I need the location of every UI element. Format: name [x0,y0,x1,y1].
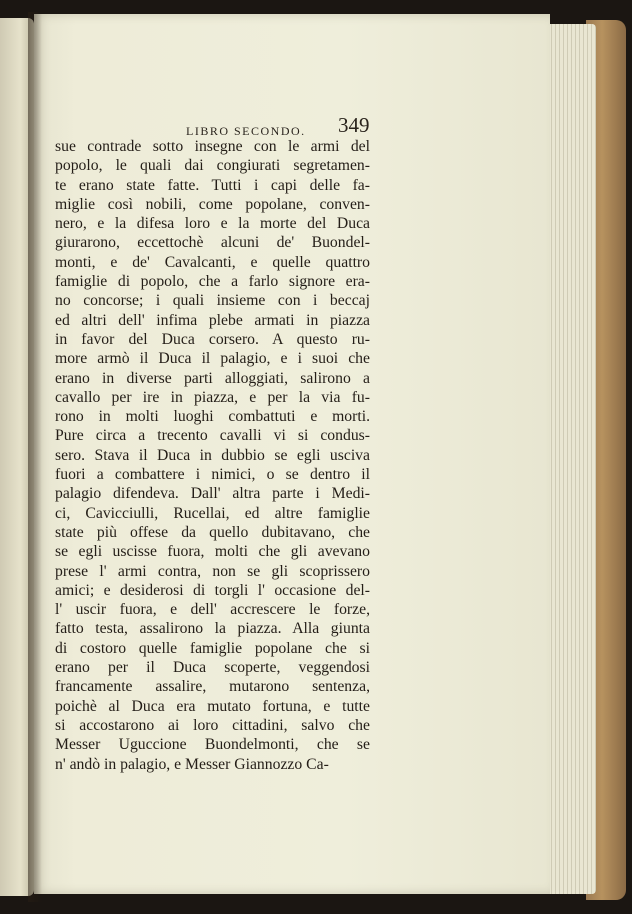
spine-shadow [28,12,42,902]
text-line: ci, Cavicciulli, Rucellai, ed altre famiglie [55,504,370,522]
text-line: in favor del Duca corsero. A questo ru- [55,330,370,348]
text-line: miglie così nobili, come popolane, conven- [55,195,370,213]
text-line: popolo, le quali dai congiurati segretamen- [55,157,370,175]
text-line: erano per il Duca scoperte, veggendosi [55,659,370,677]
text-line: monti, e de' Cavalcanti, e quelle quattro [55,253,370,271]
text-line: te erano state fatte. Tutti i capi delle fa- [55,176,370,194]
text-line: se egli uscisse fuora, molti che gli avevano [55,543,370,561]
text-line: sero. Stava il Duca in dubbio se egli usciva [55,446,370,464]
text-line: l' uscir fuora, e dell' accrescere le forze, [55,601,370,619]
text-line: state più offese da quello dubitavano, che [55,523,370,541]
text-line: poichè al Duca era mutato fortuna, e tutte [55,697,370,715]
text-line: rono in molti luoghi combattuti e morti. [55,408,370,426]
text-line: erano in diverse parti alloggiati, salirono a [55,369,370,387]
text-line: francamente assalire, mutarono sentenza, [55,678,370,696]
text-line: fuori a combattere i nimici, o se dentro il [55,466,370,484]
text-line: Messer Uguccione Buondelmonti, che se [55,736,370,754]
text-line: cavallo per ire in piazza, e per la via fu- [55,388,370,406]
text-line: si accostarono ai loro cittadini, salvo che [55,716,370,734]
text-line: n' andò in palagio, e Messer Giannozzo Ca- [55,755,329,773]
text-line: di costoro quelle famiglie popolane che si [55,639,370,657]
text-line: more armò il Duca il palagio, e i suoi che [55,350,370,368]
text-line: Pure circa a trecento cavalli vi si condus- [55,427,370,445]
page-number: 349 [338,113,370,137]
text-line: amici; e desiderosi di torgli l' occasione del- [55,581,370,599]
text-line: prese l' armi contra, non se gli scoprissero [55,562,370,580]
text-line: sue contrade sotto insegne con le armi del [55,138,370,155]
text-line: palagio difendeva. Dall' altra parte i Medi- [55,485,370,503]
running-head: LIBRO SECONDO. [186,124,306,138]
body-text [55,137,370,774]
text-line: no concorse; i quali insieme con i beccaj [55,292,370,310]
text-line: nero, e la difesa loro e la morte del Duca [55,215,370,233]
text-line: famiglie di popolo, che a farlo signore era- [55,273,370,291]
text-line: ed altri dell' infima plebe armati in piazza [55,311,370,329]
text-line: giurarono, eccettochè alcuni de' Buondel- [55,234,370,252]
text-line: fatto testa, assalirono la piazza. Alla giunta [55,620,370,638]
